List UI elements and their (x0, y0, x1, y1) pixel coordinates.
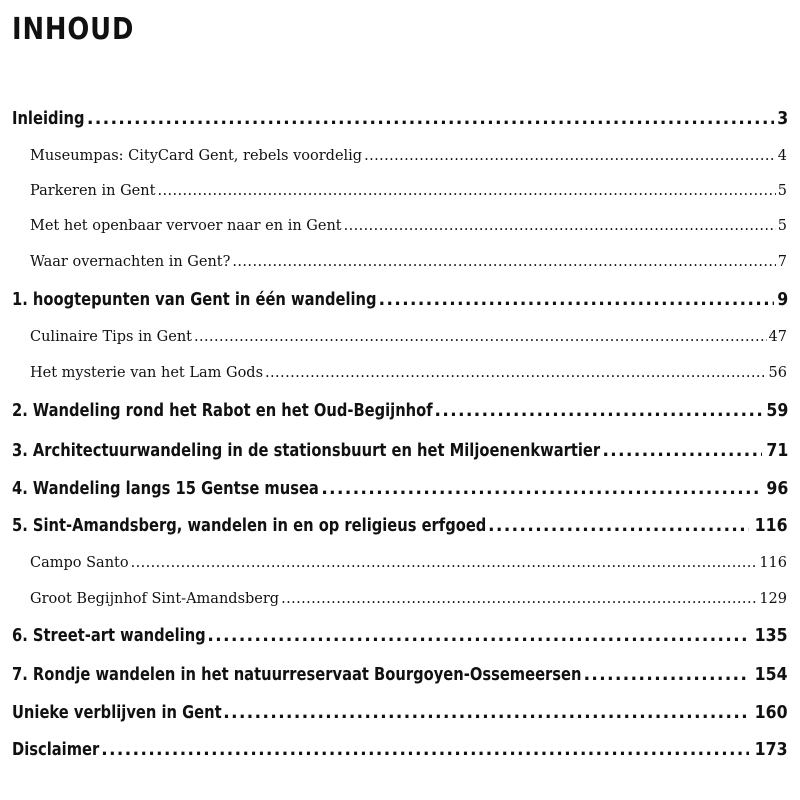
toc-entry-campo-santo[interactable] (30, 552, 787, 574)
toc-entry-museumpas[interactable] (30, 145, 787, 167)
toc-leader-dots (194, 326, 767, 348)
toc-entry-label: 3. Architectuurwandeling in de stationsbuurt en het Miljoenenkwartier (12, 441, 601, 461)
toc-page-number: 59 (766, 401, 788, 421)
toc-leader-dots (583, 662, 749, 688)
toc-entry-groot-begijnhof[interactable] (30, 588, 787, 610)
toc-entry-openbaar-vervoer[interactable] (30, 215, 787, 237)
toc-page-number: 154 (755, 665, 788, 685)
toc-page-number: 7 (777, 254, 787, 270)
toc-leader-dots (379, 287, 774, 313)
toc-leader-dots (207, 623, 749, 649)
toc-entry-label: 2. Wandeling rond het Rabot en het Oud-Begijnhof (12, 401, 433, 421)
toc-entry-disclaimer[interactable] (12, 737, 788, 763)
toc-page-number: 173 (755, 740, 788, 760)
toc-entry-lam-gods[interactable] (30, 362, 787, 384)
toc-entry-unieke-verblijven[interactable] (12, 700, 788, 726)
toc-entry-architectuur[interactable] (12, 438, 788, 464)
toc-entry-overnachten[interactable] (30, 251, 787, 273)
toc-page-number: 71 (766, 441, 788, 461)
toc-entry-label: 7. Rondje wandelen in het natuurreservaat Bourgoyen-Ossemeersen (12, 665, 582, 685)
toc-entry-label: Met het openbaar vervoer naar en in Gent (30, 218, 342, 234)
toc-leader-dots (101, 737, 749, 763)
toc-page-number: 116 (759, 555, 787, 571)
toc-entry-bourgoyen[interactable] (12, 662, 788, 688)
toc-leader-dots (157, 180, 775, 202)
toc-leader-dots (602, 438, 761, 464)
toc-leader-dots (232, 251, 775, 273)
toc-entry-culinaire-tips[interactable] (30, 326, 787, 348)
toc-leader-dots (488, 513, 749, 539)
toc-entry-hoogtepunten[interactable] (12, 287, 788, 313)
toc-entry-label: Culinaire Tips in Gent (30, 329, 193, 345)
toc-page-number: 56 (768, 365, 787, 381)
toc-entry-label: Groot Begijnhof Sint-Amandsberg (30, 591, 280, 607)
toc-entry-label: 1. hoogtepunten van Gent in één wandeling (12, 290, 377, 310)
toc-leader-dots (321, 476, 761, 502)
toc-entry-parkeren[interactable] (30, 180, 787, 202)
toc-entry-label: Het mysterie van het Lam Gods (30, 365, 264, 381)
toc-entry-label: Campo Santo (30, 555, 129, 571)
toc-entry-inleiding[interactable] (12, 106, 788, 132)
toc-page-number: 5 (777, 183, 787, 199)
toc-entry-sint-amandsberg[interactable] (12, 513, 788, 539)
toc-entry-label: Waar overnachten in Gent? (30, 254, 231, 270)
toc-page-number: 116 (755, 516, 788, 536)
toc-leader-dots (281, 588, 757, 610)
toc-entry-label: Museumpas: CityCard Gent, rebels voordelig (30, 148, 363, 164)
toc-page-number: 4 (777, 148, 787, 164)
toc-page-number: 9 (777, 290, 788, 310)
toc-page-number: 47 (768, 329, 787, 345)
toc-entry-label: Parkeren in Gent (30, 183, 156, 199)
toc-page-number: 3 (777, 109, 788, 129)
toc-leader-dots (265, 362, 767, 384)
toc-entry-label: 6. Street-art wandeling (12, 626, 206, 646)
toc-entry-rabot[interactable] (12, 398, 788, 424)
toc-page-number: 135 (755, 626, 788, 646)
toc-entry-label: 4. Wandeling langs 15 Gentse musea (12, 479, 319, 499)
toc-leader-dots (87, 106, 774, 132)
toc-entry-street-art[interactable] (12, 623, 788, 649)
toc-entry-label: Inleiding (12, 109, 85, 129)
toc-leader-dots (364, 145, 776, 167)
toc-leader-dots (131, 552, 758, 574)
toc-page-number: 129 (759, 591, 787, 607)
toc-entry-label: 5. Sint-Amandsberg, wandelen in en op religieus erfgoed (12, 516, 487, 536)
toc-leader-dots (344, 215, 776, 237)
toc-entry-label: Disclaimer (12, 740, 100, 760)
toc-page-number: 96 (766, 479, 788, 499)
toc-page-number: 160 (755, 703, 788, 723)
toc-leader-dots (223, 700, 749, 726)
toc-entry-musea[interactable] (12, 476, 788, 502)
toc-entry-label: Unieke verblijven in Gent (12, 703, 222, 723)
toc-page-number: 5 (777, 218, 787, 234)
toc-title: INHOUD (12, 12, 135, 47)
toc-leader-dots (434, 398, 761, 424)
